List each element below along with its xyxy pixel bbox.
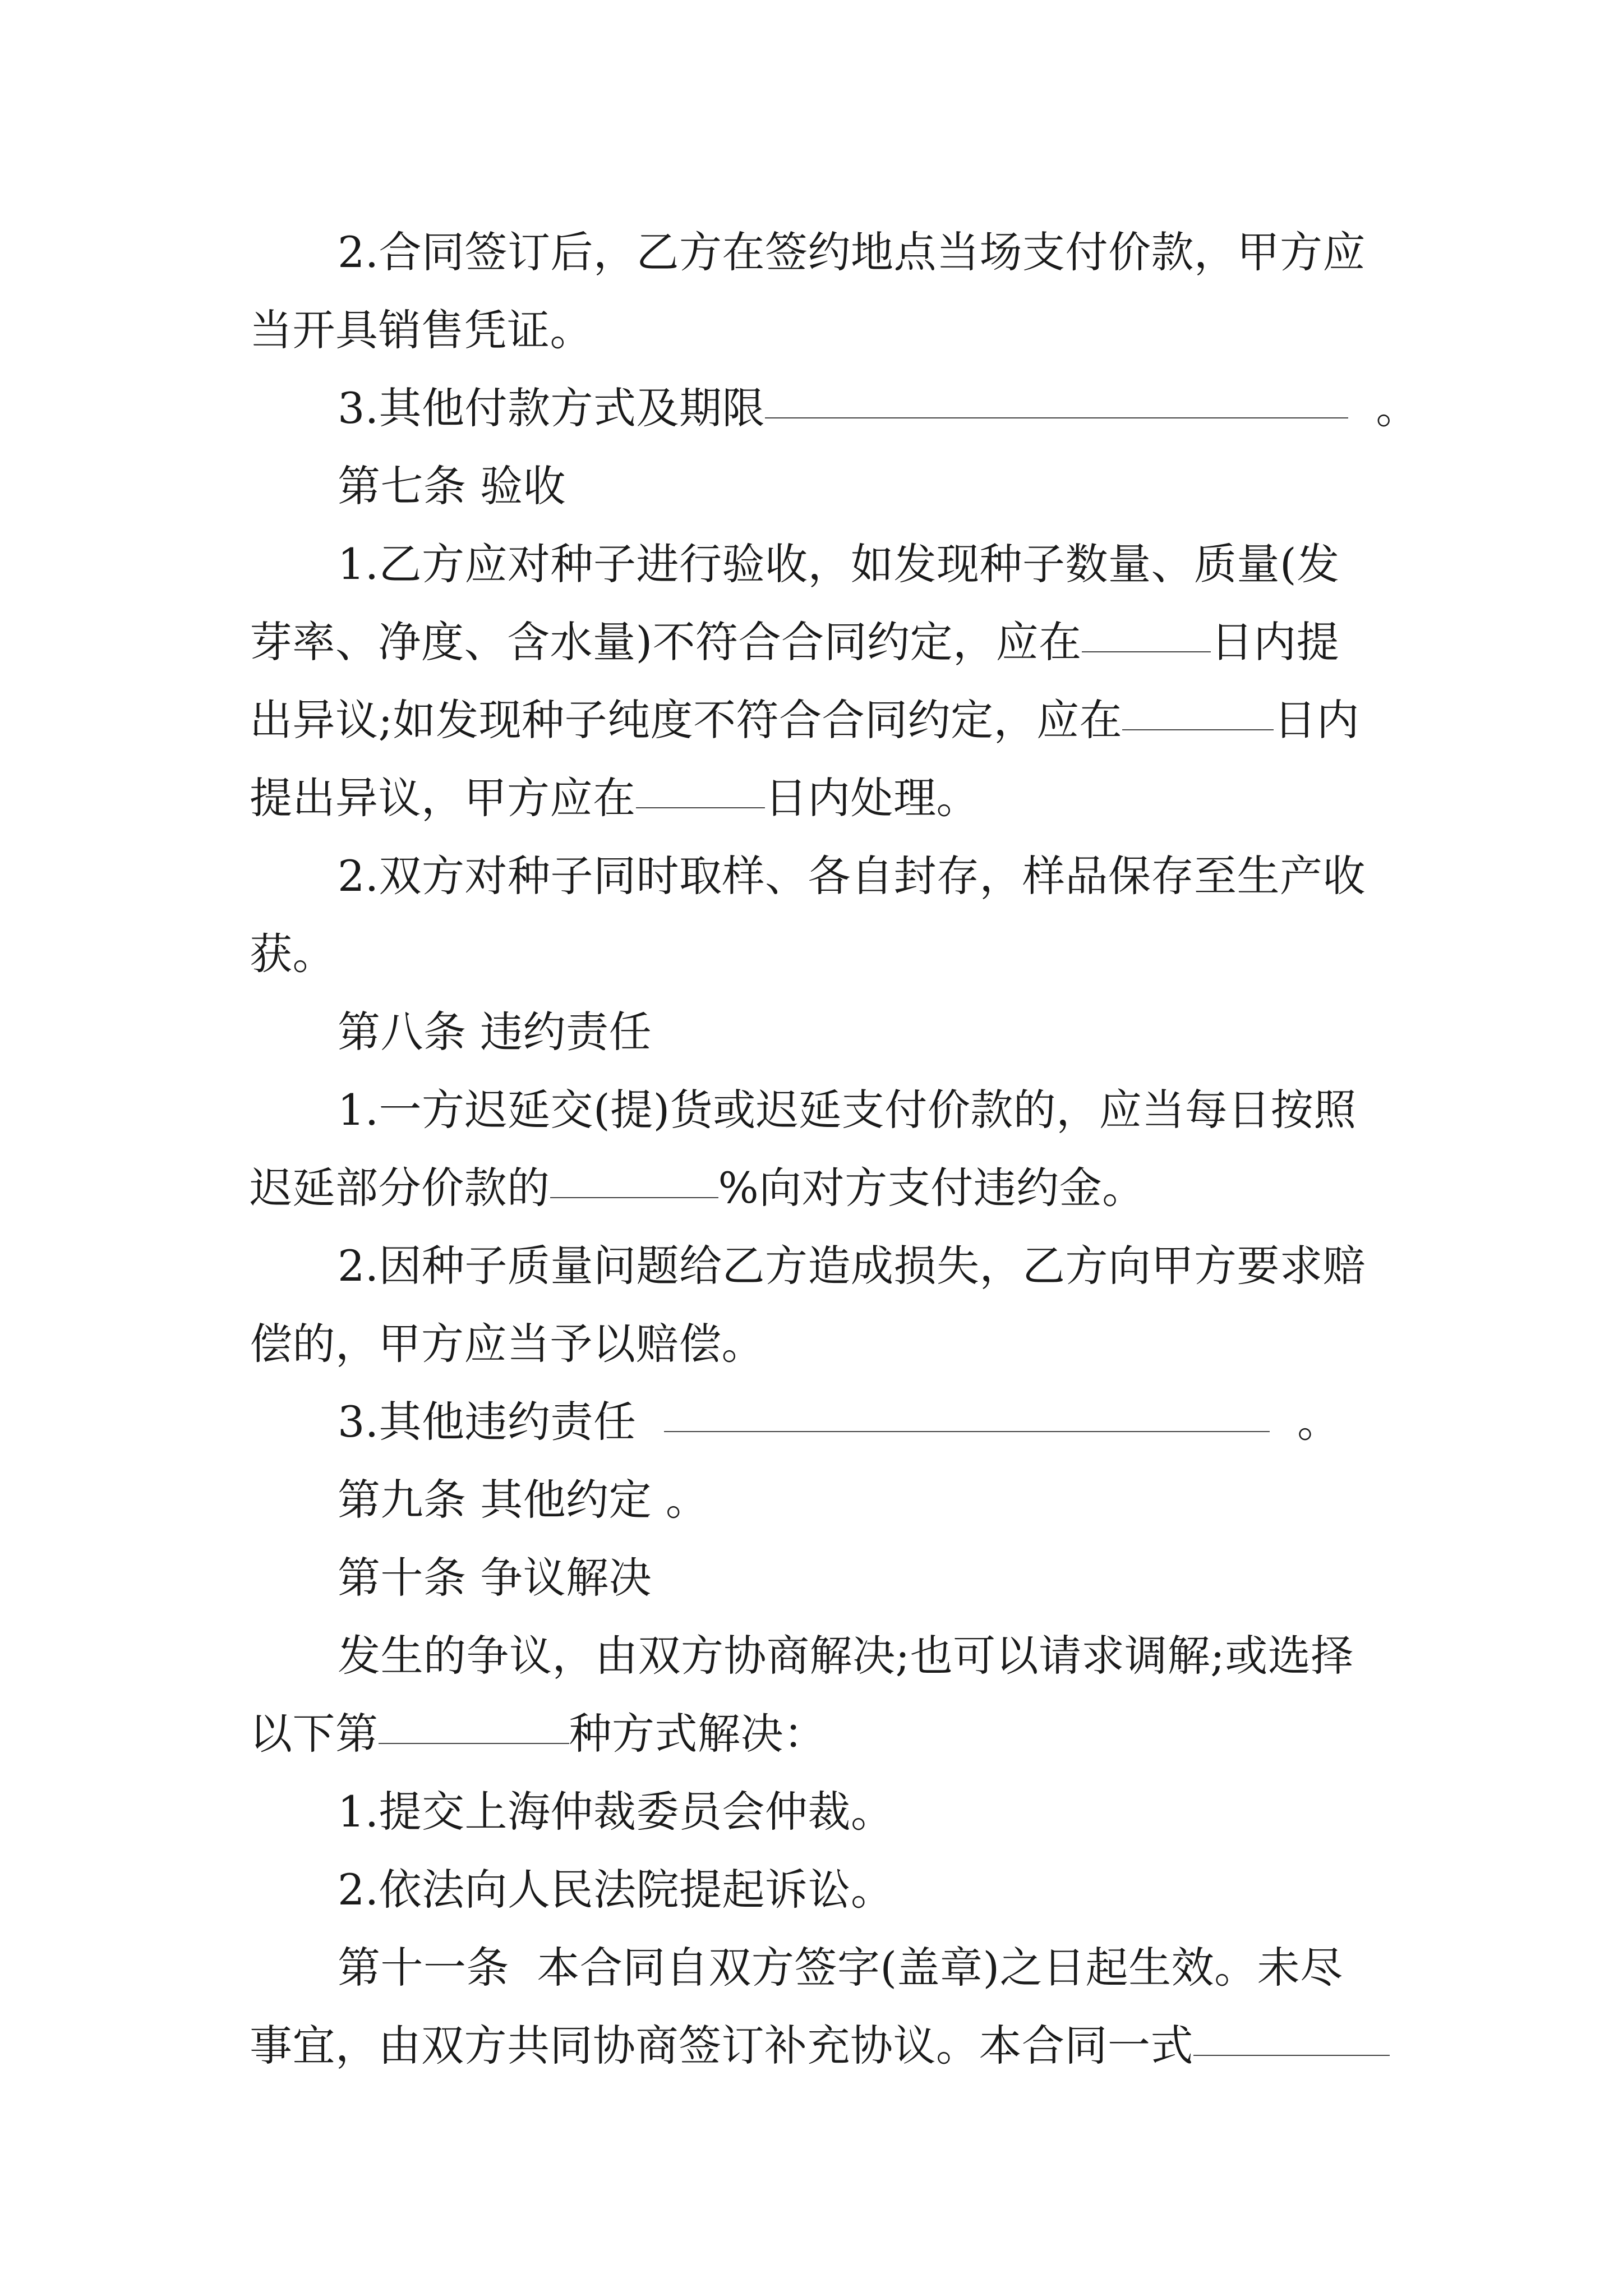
fill-in-blank [765,417,1348,418]
fill-in-blank [1193,2055,1390,2056]
text-segment: 第十一条 本合同自双方签字(盖章)之日起生效。未尽 [338,1943,1343,1993]
paragraph-line [250,1617,1394,1695]
text-segment: 2.因种子质量问题给乙方造成损失，乙方向甲方要求赔 [338,1241,1366,1291]
fill-in-blank [1082,651,1211,652]
paragraph-line [250,681,1394,759]
paragraph-line [250,213,1394,291]
fill-in-blank [1122,729,1274,730]
text-segment: 当开具销售凭证。 [250,305,593,355]
text-segment: 。 [1269,1397,1340,1447]
fill-in-blank [636,807,765,808]
text-segment: 发生的争议，由双方协商解决;也可以请求调解;或选择 [338,1631,1354,1681]
text-segment: 日内处理。 [764,773,979,823]
text-segment: 第十条 争议解决 [338,1553,652,1603]
text-segment: 日内提 [1210,617,1340,667]
text-segment: 。 [1348,383,1419,433]
text-segment: 偿的，甲方应当予以赔偿。 [250,1319,764,1369]
text-segment: 1.乙方应对种子进行验收，如发现种子数量、质量(发 [338,539,1340,589]
fill-in-blank [550,1197,718,1198]
text-segment: 日内 [1274,695,1360,745]
paragraph-line [250,525,1394,603]
text-segment: 芽率、净度、含水量)不符合合同约定，应在 [250,617,1082,667]
contract-body [250,213,1419,2085]
paragraph-line [250,1851,1394,1929]
paragraph-line [250,1227,1394,1305]
paragraph-line [250,759,1394,837]
paragraph-line [250,603,1394,681]
paragraph-line [250,1695,1394,1773]
paragraph-line [250,1071,1394,1149]
text-segment: 2.合同签订后，乙方在签约地点当场支付价款，甲方应 [338,227,1366,277]
paragraph-line [250,291,1394,369]
text-segment: 1.提交上海仲裁委员会仲裁。 [338,1787,894,1837]
text-segment: 第八条 违约责任 [338,1007,652,1057]
paragraph-line [250,915,1394,993]
article-heading [250,993,1394,1071]
text-segment: 第七条 验收 [338,461,566,511]
paragraph-line [250,1305,1394,1383]
text-segment: %向对方支付违约金。 [718,1163,1145,1213]
paragraph-line [250,1929,1394,2007]
text-segment: 1.一方迟延交(提)货或迟延支付价款的，应当每日按照 [338,1085,1357,1135]
fill-in-blank [664,1431,1270,1432]
text-segment: 以下第 [250,1709,379,1759]
text-segment: 种方式解决： [569,1709,827,1759]
paragraph-line [250,2007,1394,2085]
paragraph-line [250,369,1419,447]
text-segment: 获。 [250,929,335,979]
text-segment: 2.依法向人民法院提起诉讼。 [338,1865,894,1915]
article-heading [250,1539,1394,1617]
text-segment: 迟延部分价款的 [250,1163,550,1213]
text-segment: 3.其他付款方式及期限 [338,383,766,433]
article-heading [250,447,1394,525]
article-heading [250,1461,1394,1539]
text-segment: 3.其他违约责任 [338,1397,664,1447]
paragraph-line [250,1383,1394,1461]
text-segment: 出异议;如发现种子纯度不符合合同约定，应在 [250,695,1123,745]
paragraph-line [250,1773,1394,1851]
text-segment: 第九条 其他约定 。 [338,1475,709,1525]
fill-in-blank [379,1743,569,1744]
paragraph-line [250,837,1394,915]
text-segment: 提出异议，甲方应在 [250,773,636,823]
text-segment: 事宜，由双方共同协商签订补充协议。本合同一式 [250,2021,1193,2070]
text-segment: 2.双方对种子同时取样、各自封存，样品保存至生产收 [338,851,1366,901]
paragraph-line [250,1149,1394,1227]
